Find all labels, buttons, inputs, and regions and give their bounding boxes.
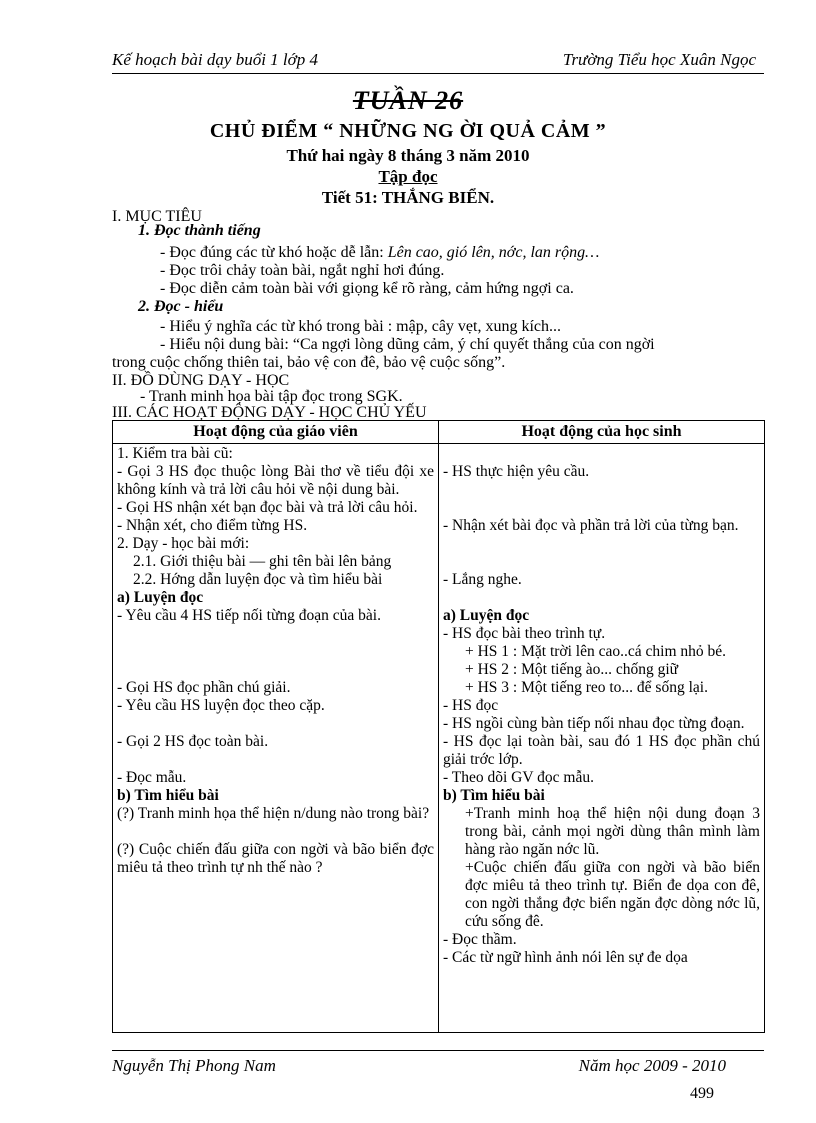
student-line: a) Luyện đọc [443,607,530,624]
student-activities-cell [439,444,765,1033]
student-line: - HS ngồi cùng bàn tiếp nối nhau đọc từng đoạn. [443,715,745,732]
comprehension-line-2a: - Hiểu nội dung bài: “Ca ngợi lòng dũng cảm, ý chí quyết thắng của con ngời [160,336,655,353]
activities-table [112,420,765,1033]
table-row [113,444,765,1033]
teacher-line: - Gọi HS nhận xét bạn đọc bài và trả lời câu hỏi. [117,499,418,516]
student-line: - HS thực hiện yêu cầu. [443,463,590,480]
theme-title: CHỦ ĐIỂM “ NHỮNG NG ỜI QUẢ CẢM ” [209,120,607,142]
activities-heading: III. CÁC HOẠT ĐỘNG DẠY - HỌC CHỦ YẾU [112,404,427,421]
student-line: - Lắng nghe. [443,571,522,588]
objectives-heading: I. MỤC TIÊU [112,208,202,225]
teacher-line: - Yêu cầu 4 HS tiếp nối từng đoạn của bài. [117,607,381,624]
week-title: TUẦN 26 [352,86,464,115]
footer-left: Nguyễn Thị Phong Nam [112,1056,276,1075]
student-line: - Đọc thầm. [443,931,517,948]
teacher-line: (?) Cuộc chiến đấu giữa con ngời và bão biển đợc miêu tả theo trình tự nh thế nào ? [117,841,434,876]
header-rule [112,73,764,74]
student-line: +Tranh minh hoạ thể hiện nội dung đoạn 3 trong bài, cảnh mọi ngời dùng thân mình làm hàng rào ngăn nớc lũ. [465,805,760,858]
student-line: +Cuộc chiến đấu giữa con ngời và bão biển đợc miêu tả theo trình tự. Biển đe dọa con đê, con ngời thắng đợc biển ngăn đợc dòng nớc lũ, cứu sống đê. [465,859,760,930]
student-line: - Theo dõi GV đọc mẫu. [443,769,594,786]
comprehension-line-2b: trong cuộc chống thiên tai, bảo vệ con đê, bảo vệ cuộc sống”. [112,354,506,371]
student-column-header: Hoạt động của học sinh [439,421,765,444]
teacher-line: - Nhận xét, cho điểm từng HS. [117,517,308,534]
student-line: - Các từ ngữ hình ảnh nói lên sự đe dọa [443,949,688,966]
student-line: + HS 3 : Một tiếng reo to... để sống lại. [465,679,708,696]
reading-aloud-line-3: - Đọc diễn cảm toàn bài với giọng kể rõ ràng, cảm hứng ngợi ca. [160,280,574,297]
student-line: + HS 1 : Mặt trời lên cao..cá chim nhỏ bé. [465,643,727,660]
comprehension-line-1: - Hiểu ý nghĩa các từ khó trong bài : mập, cây vẹt, xung kích... [160,318,562,335]
teacher-line: a) Luyện đọc [117,589,204,606]
table-header-row [113,421,765,444]
subject-title: Tập đọc [378,167,438,186]
student-line: b) Tìm hiểu bài [443,787,545,804]
student-line: - HS đọc [443,697,499,714]
header-right: Trường Tiểu học Xuân Ngọc [562,50,756,69]
footer-rule [112,1050,764,1051]
reading-aloud-heading: 1. Đọc thành tiếng [138,222,261,239]
teacher-line: 2. Dạy - học bài mới: [117,535,250,552]
teacher-column-header: Hoạt động của giáo viên [113,421,439,444]
materials-line-1: - Tranh minh họa bài tập đọc trong SGK. [140,388,403,405]
student-line: - HS đọc lại toàn bài, sau đó 1 HS đọc phần chú giải trớc lớp. [443,733,760,768]
teacher-line: - Yêu cầu HS luyện đọc theo cặp. [117,697,325,714]
materials-heading: II. ĐỒ DÙNG DẠY - HỌC [112,372,290,389]
teacher-line: - Gọi HS đọc phần chú giải. [117,679,291,696]
reading-aloud-line-1: - Đọc đúng các từ khó hoặc dễ lẫn: Lên cao, gió lên, nớc, lan rộng… [160,244,600,261]
teacher-line: - Đọc mẫu. [117,769,187,786]
teacher-activities-cell [113,444,439,1033]
teacher-line: 1. Kiểm tra bài cũ: [117,445,233,462]
header-left: Kế hoạch bài dạy buổi 1 lớp 4 [112,50,318,69]
student-line: - HS đọc bài theo trình tự. [443,625,606,642]
teacher-line: (?) Tranh minh họa thể hiện n/dung nào trong bài? [117,805,430,822]
page-number: 499 [690,1085,714,1102]
footer-right: Năm học 2009 - 2010 [578,1056,726,1075]
teacher-line: 2.1. Giới thiệu bài — ghi tên bài lên bảng [133,553,392,570]
teacher-line: - Gọi 2 HS đọc toàn bài. [117,733,269,750]
student-line: - Nhận xét bài đọc và phần trả lời của từng bạn. [443,517,739,534]
reading-aloud-line-2: - Đọc trôi chảy toàn bài, ngắt nghỉ hơi đúng. [160,262,445,279]
lesson-title: Tiết 51: THẮNG BIỂN. [321,188,495,207]
student-line: + HS 2 : Một tiếng ào... chống giữ [465,661,679,678]
teacher-line: b) Tìm hiểu bài [117,787,219,804]
lesson-date: Thứ hai ngày 8 tháng 3 năm 2010 [286,146,530,165]
teacher-line: 2.2. Hớng dẫn luyện đọc và tìm hiểu bài [133,571,383,588]
comprehension-heading: 2. Đọc - hiểu [138,298,224,315]
teacher-line: - Gọi 3 HS đọc thuộc lòng Bài thơ về tiểu đội xe không kính và trả lời câu hỏi về nội dung bài. [117,463,434,498]
